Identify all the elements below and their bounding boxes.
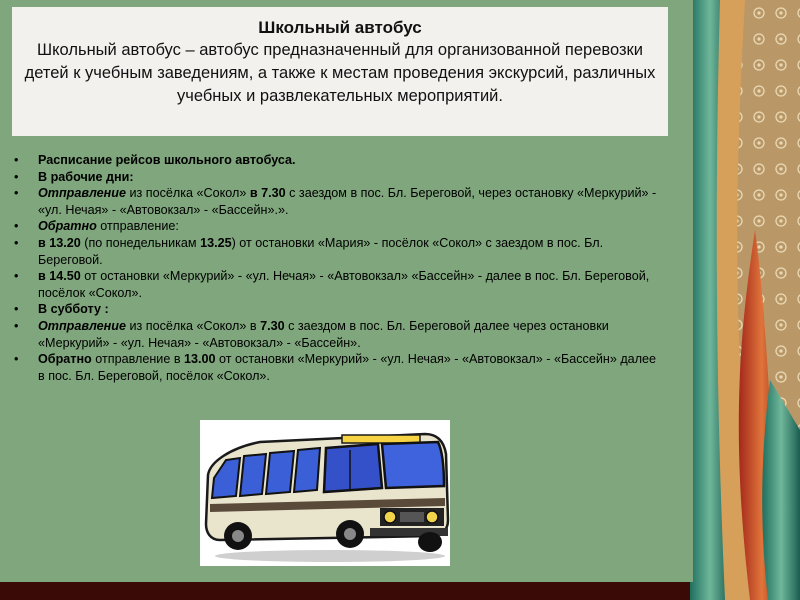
list-item: • в 14.50 от остановки «Меркурий» - «ул. Нечая» - «Автовокзал» «Бассейн» - далее в пос. Бл. Береговой, посёлок «Сокол». [14,269,650,300]
list-item: • Обратно отправление: [14,219,179,234]
slide-title: Школьный автобус [258,18,422,37]
bullet-icon: • [14,352,19,367]
bullet-icon: • [14,302,19,317]
list-item: • Расписание рейсов школьного автобуса. [14,153,296,167]
slide-description: Школьный автобус – автобус предназначенный для организованной перевозки детей к учебным заведениям, а также к местам проведения экскурсий, различных учебных и развлекательных мероприятий. [24,41,656,105]
bullet-icon: • [14,219,19,234]
bullet-icon: • [14,235,19,250]
list-item: • В субботу : [14,302,109,317]
list-item: • В рабочие дни: [14,169,134,184]
list-item: • Обратно отправление в 13.00 от остановки «Меркурий» - «ул. Нечая» - «Автовокзал» - «Бассейн» далее в пос. Бл. Береговой, посёлок «Сокол». [14,352,657,383]
bus-illustration [200,420,450,566]
list-item: • Отправление из посёлка «Сокол» в 7.30 с заездом в пос. Бл. Береговой далее через остановки «Меркурий» - «ул. Нечая» - «Автовокзал» - «Бассейн». [14,318,609,350]
list-item: • Отправление из посёлка «Сокол» в 7.30 с заездом в пос. Бл. Береговой, через остановку «Меркурий» - «ул. Нечая» - «Автовокзал» - «Бассейн».». [14,186,657,217]
schedule-list [14,152,664,384]
bullet-icon: • [14,318,19,333]
title-box [12,7,668,136]
list-item: • в 13.20 (по понедельникам 13.25) от остановки «Мария» - посёлок «Сокол» с заездом в пос. Бл. Береговой. [14,235,604,267]
bullet-icon: • [14,169,19,184]
bullet-icon: • [14,186,19,201]
bullet-icon: • [14,269,19,284]
bullet-icon: • [14,153,19,167]
